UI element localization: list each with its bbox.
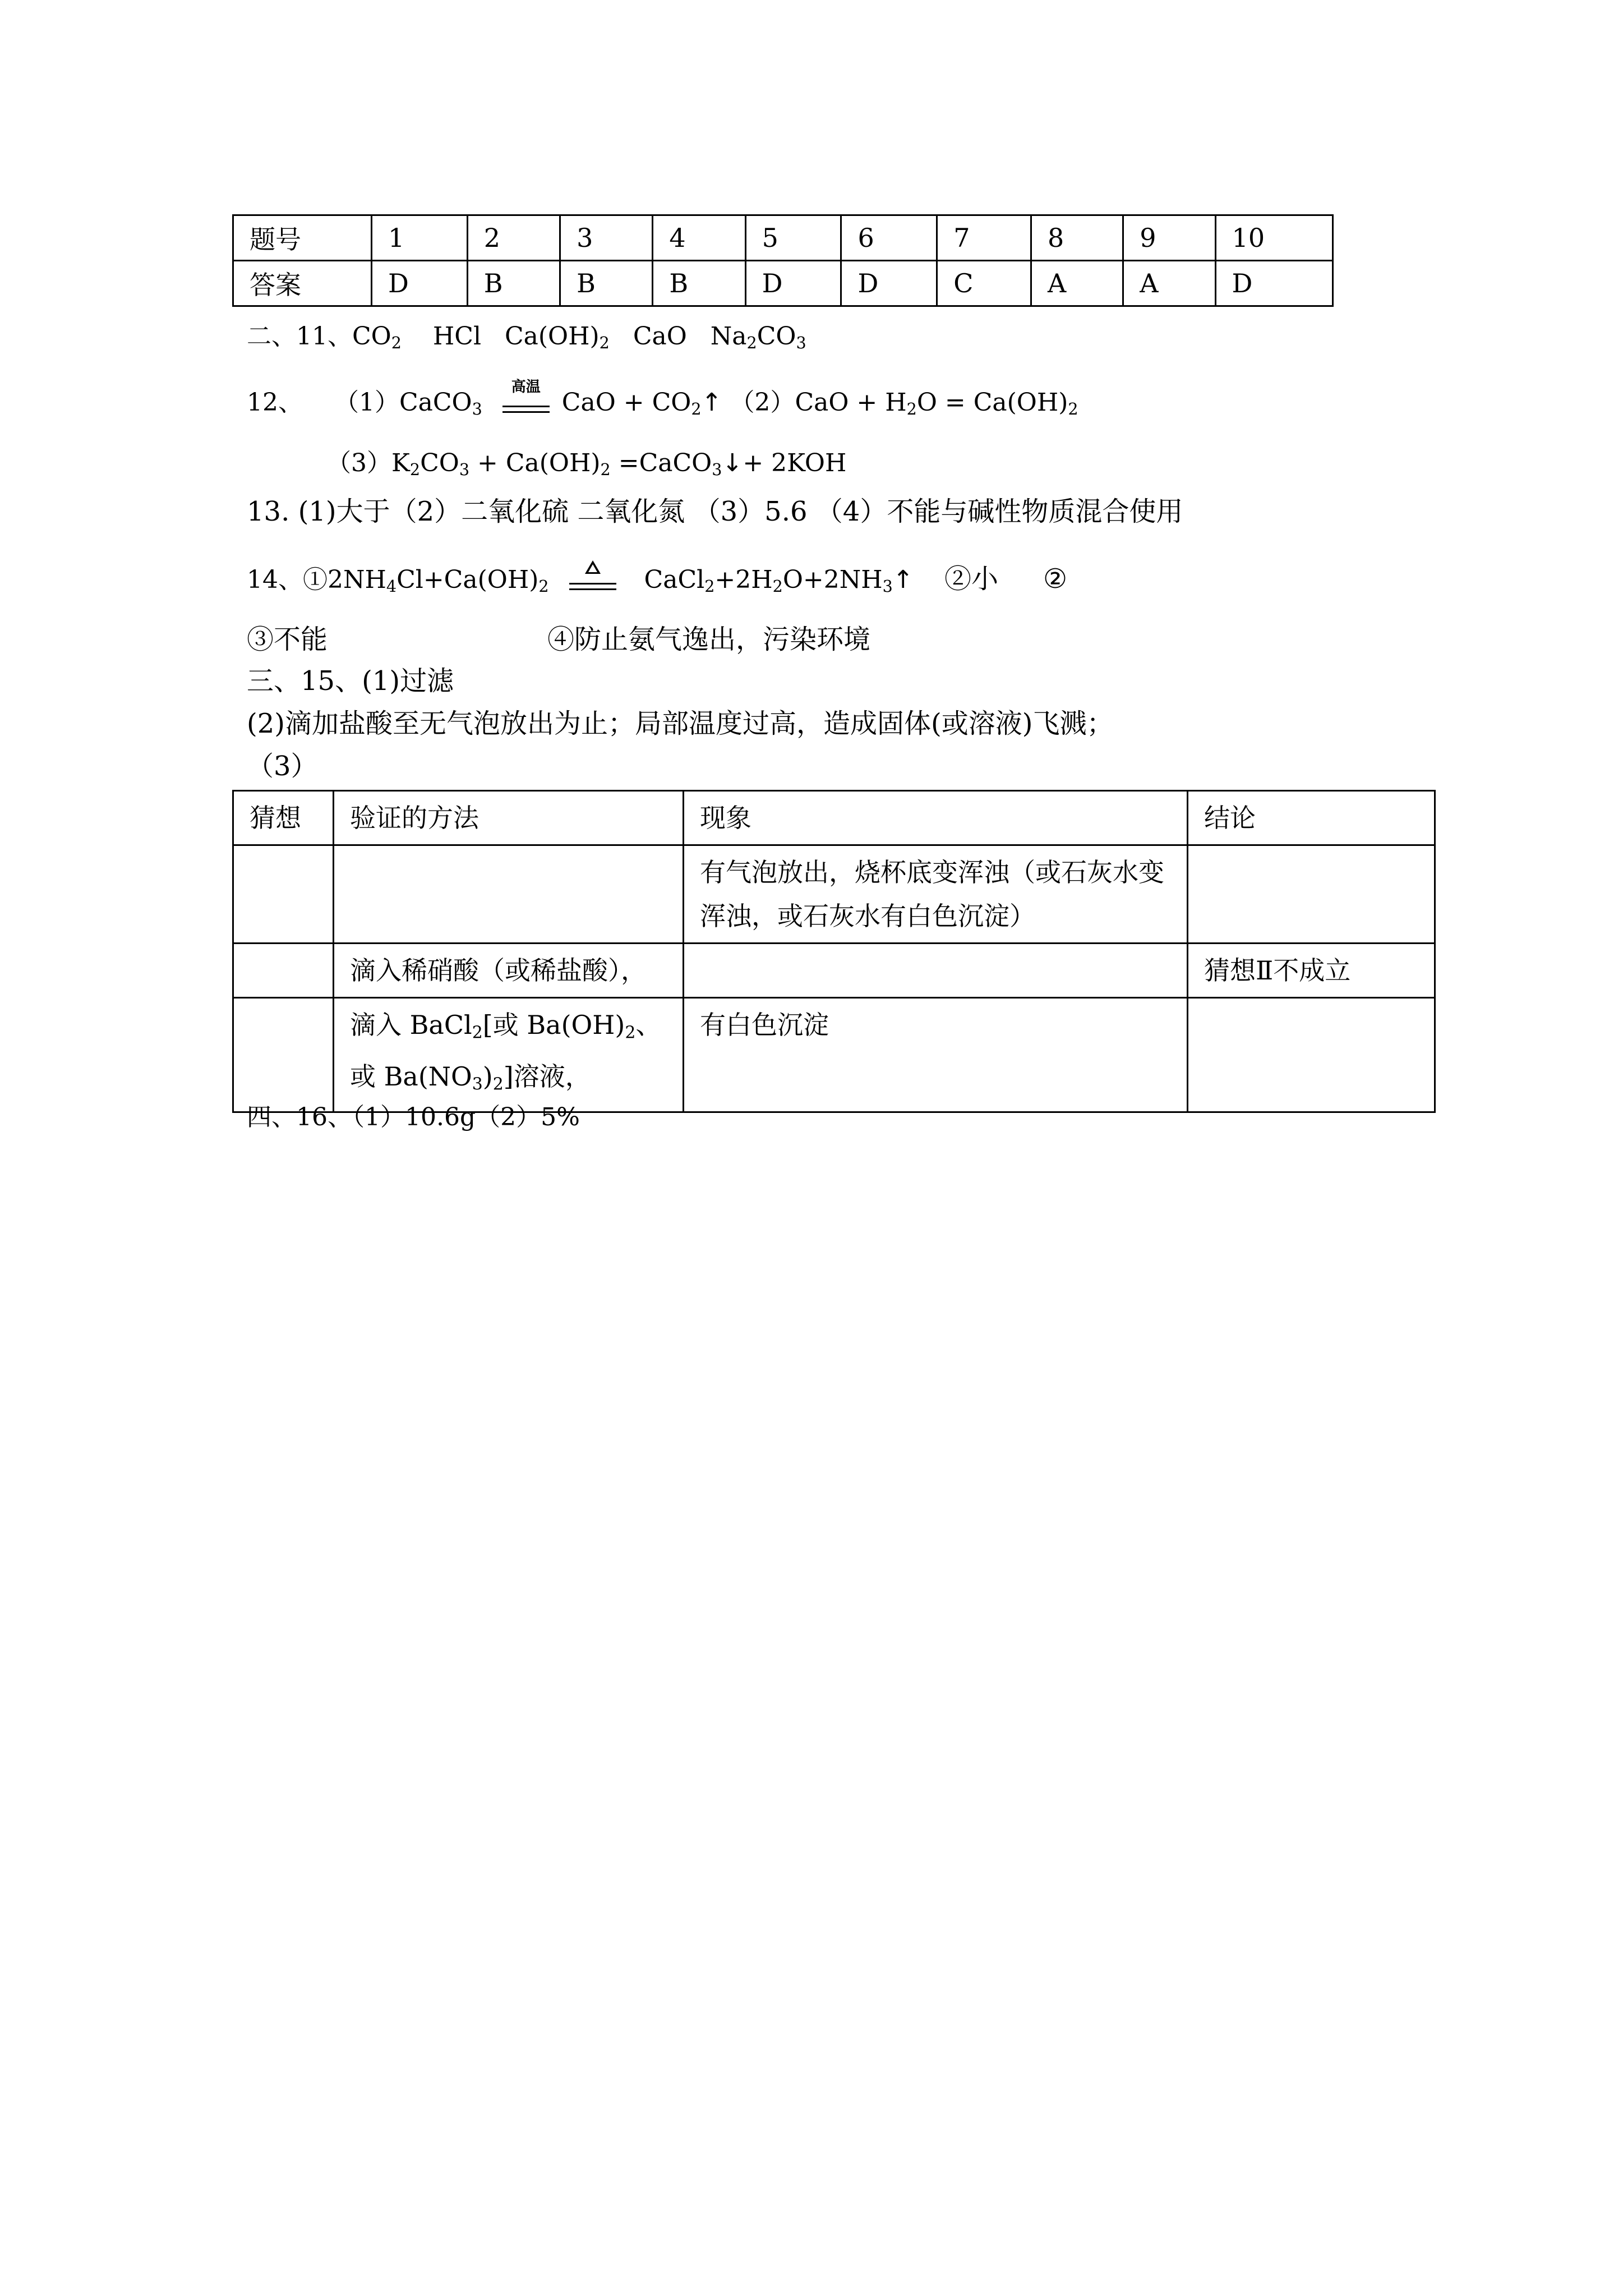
q16-line: 四、16、（1）10.6g（2）5%: [247, 1103, 580, 1131]
subscript: 2: [704, 577, 715, 596]
q14-line1: [247, 565, 914, 596]
table-cell: 3: [560, 215, 653, 261]
table-cell: B: [467, 261, 560, 306]
table-cell: A: [1123, 261, 1215, 306]
formula: O = Ca(OH): [916, 388, 1068, 417]
table-cell: 滴入稀硝酸（或稀盐酸），: [334, 944, 684, 998]
table-cell: 9: [1123, 215, 1215, 261]
formula: +2H: [714, 565, 773, 594]
table-cell: 有白色沉淀: [684, 998, 1188, 1112]
table-header: 结论: [1188, 791, 1435, 845]
subscript: 2: [472, 1023, 483, 1043]
formula: CO: [420, 449, 459, 477]
table-cell: D: [841, 261, 937, 306]
subscript: 2: [1068, 399, 1078, 419]
subscript: 3: [712, 460, 722, 480]
text: ]溶液，: [503, 1061, 591, 1092]
table-cell: [334, 998, 684, 1112]
subscript: 2: [391, 333, 402, 353]
subscript: 2: [691, 399, 702, 419]
subscript: 2: [492, 1074, 504, 1094]
subscript: 3: [472, 399, 482, 419]
subscript: 2: [599, 333, 610, 353]
q12-part2-label: （2）: [730, 388, 795, 417]
table-row: [233, 845, 1435, 944]
table-row: [233, 215, 1333, 261]
table-cell: D: [1215, 261, 1332, 306]
up-arrow-icon: ↑: [892, 565, 914, 594]
delta-icon: [585, 560, 601, 574]
high-temperature-condition: [500, 378, 552, 416]
formula: O+2NH: [782, 565, 883, 594]
q14-part4: ③不能: [247, 624, 328, 655]
subscript: 3: [882, 577, 893, 596]
table-row: [233, 944, 1435, 998]
q11-line: [247, 322, 806, 352]
formula: CaO + H: [795, 388, 907, 417]
formula: =CaCO: [610, 449, 712, 477]
formula: + 2KOH: [743, 449, 847, 477]
q14-part2: ②小: [944, 563, 999, 595]
heating-condition: [567, 570, 619, 593]
subscript: 2: [625, 1023, 636, 1043]
text: [或 Ba(OH): [482, 1010, 625, 1040]
table-cell: [1188, 845, 1435, 944]
up-arrow-icon: ↑: [701, 388, 722, 417]
q15-line1: 三、15、(1)过滤: [247, 665, 454, 697]
experiment-table: [232, 790, 1436, 1113]
table-cell: A: [1031, 261, 1123, 306]
table-cell: C: [937, 261, 1031, 306]
formula: CO: [352, 322, 391, 351]
condition-label: 高温: [511, 378, 541, 395]
subscript: 2: [772, 577, 783, 596]
table-cell: 5: [745, 215, 841, 261]
table-header: 猜想: [233, 791, 334, 845]
formula: + Ca(OH): [469, 449, 601, 477]
q12-part1-label: （1）: [334, 388, 399, 417]
q14-part5: ④防止氨气逸出，污染环境: [547, 624, 871, 655]
table-cell: 4: [653, 215, 745, 261]
subscript: 3: [472, 1074, 483, 1094]
q14-part3: ②: [1043, 563, 1068, 595]
table-header: 现象: [684, 791, 1188, 845]
table-cell: 猜想Ⅱ不成立: [1188, 944, 1435, 998]
q15-line3: （3）: [247, 751, 318, 782]
subscript: 2: [409, 460, 421, 480]
formula: Na: [710, 322, 747, 351]
text: 、或 Ba(NO: [350, 1010, 662, 1092]
q12-line1: [247, 378, 1078, 419]
table-cell: [684, 944, 1188, 998]
formula: CO: [757, 322, 796, 351]
table-cell: B: [653, 261, 745, 306]
table-cell: [1188, 998, 1435, 1112]
table-cell: [233, 944, 334, 998]
subscript: 2: [746, 333, 757, 353]
q12-line2: [326, 449, 846, 479]
q14-number: 14、: [247, 565, 303, 594]
table-cell: 8: [1031, 215, 1123, 261]
table-cell: D: [372, 261, 468, 306]
table-cell: 答案: [233, 261, 372, 306]
formula: CaO + CO: [561, 388, 691, 417]
table-header: 验证的方法: [334, 791, 684, 845]
formula: CaO: [633, 322, 687, 351]
down-arrow-icon: ↓: [722, 449, 743, 477]
answer-table: [232, 214, 1334, 307]
table-cell: 7: [937, 215, 1031, 261]
formula: Ca(OH): [504, 322, 600, 351]
formula: ①2NH: [303, 565, 386, 594]
table-cell: 题号: [233, 215, 372, 261]
table-cell: D: [745, 261, 841, 306]
subscript: 4: [386, 577, 397, 596]
formula: Cl+Ca(OH): [396, 565, 539, 594]
table-row: [233, 998, 1435, 1112]
text: 滴入 BaCl: [350, 1010, 472, 1040]
q15-line2: (2)滴加盐酸至无气泡放出为止；局部温度过高，造成固体(或溶液)飞溅；: [247, 708, 1114, 739]
table-cell: [233, 998, 334, 1112]
text: ): [482, 1061, 493, 1092]
q13-line: 13. (1)大于（2）二氧化硫 二氧化氮 （3）5.6 （4）不能与碱性物质混合使用: [247, 496, 1183, 527]
formula: CaCO: [399, 388, 472, 417]
table-cell: 6: [841, 215, 937, 261]
table-cell: 10: [1215, 215, 1332, 261]
formula: K: [391, 449, 410, 477]
table-cell: 2: [467, 215, 560, 261]
table-row: [233, 261, 1333, 306]
q11-prefix: 二、11、: [247, 322, 352, 351]
subscript: 3: [459, 460, 470, 480]
formula: CaCl: [644, 565, 705, 594]
subscript: 2: [906, 399, 917, 419]
table-cell: 1: [372, 215, 468, 261]
table-cell: [233, 845, 334, 944]
subscript: 3: [796, 333, 806, 353]
formula: HCl: [432, 322, 482, 351]
table-cell: B: [560, 261, 653, 306]
subscript: 2: [538, 577, 549, 596]
q12-number: 12、: [247, 388, 303, 417]
q12-part3-label: （3）: [326, 449, 391, 477]
table-cell: [334, 845, 684, 944]
subscript: 2: [600, 460, 611, 480]
table-cell: 有气泡放出，烧杯底变浑浊（或石灰水变浑浊，或石灰水有白色沉淀）: [684, 845, 1188, 944]
table-row: [233, 791, 1435, 845]
